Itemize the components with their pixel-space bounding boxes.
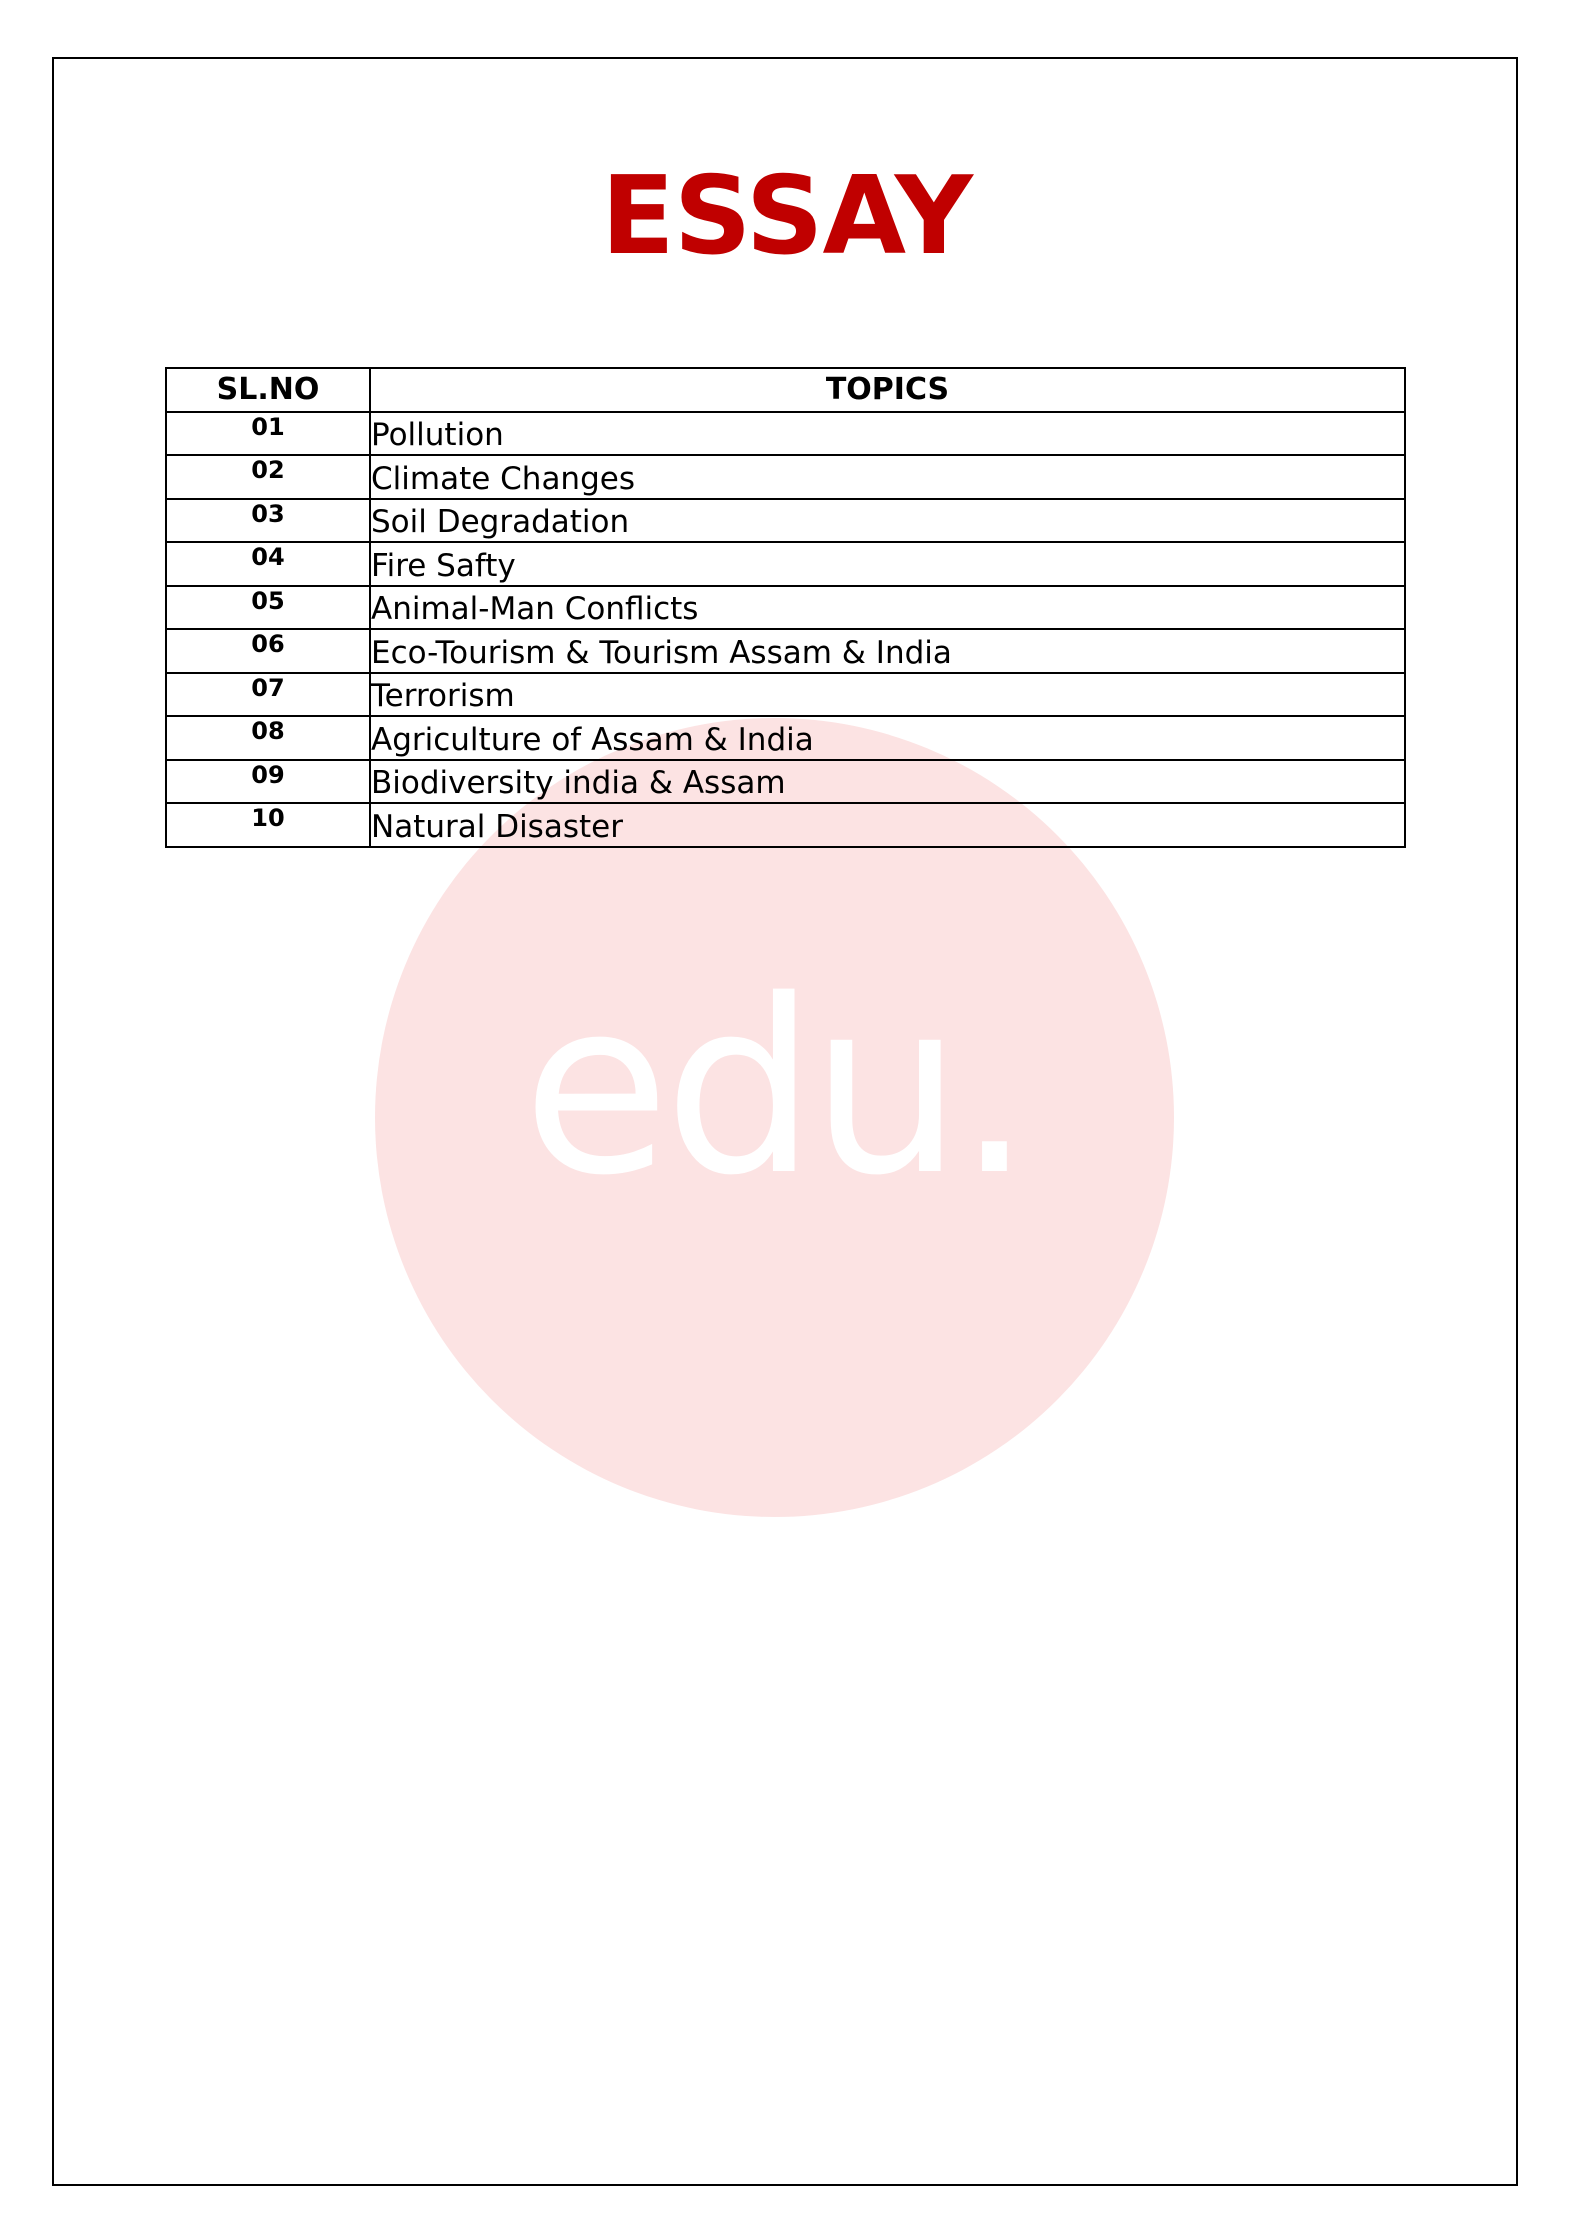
sl-number: 02: [166, 455, 370, 499]
table-row: [166, 586, 1405, 630]
topic-name: Terrorism: [370, 673, 1405, 717]
topics-table: [165, 367, 1406, 848]
header-topics: TOPICS: [370, 368, 1405, 412]
sl-number: 09: [166, 760, 370, 804]
topic-name: Climate Changes: [370, 455, 1405, 499]
sl-number: 01: [166, 412, 370, 456]
topic-name: Fire Safty: [370, 542, 1405, 586]
table-row: [166, 629, 1405, 673]
sl-number: 08: [166, 716, 370, 760]
topic-name: Pollution: [370, 412, 1405, 456]
topic-name: Animal-Man Conflicts: [370, 586, 1405, 630]
sl-number: 10: [166, 803, 370, 847]
table-header-row: [166, 368, 1405, 412]
topic-name: Agriculture of Assam & India: [370, 716, 1405, 760]
header-sl-no: SL.NO: [166, 368, 370, 412]
table-row: [166, 803, 1405, 847]
sl-number: 06: [166, 629, 370, 673]
sl-number: 04: [166, 542, 370, 586]
page-title: ESSAY: [601, 154, 972, 279]
table-row: [166, 760, 1405, 804]
topic-name: Eco-Tourism & Tourism Assam & India: [370, 629, 1405, 673]
table-row: [166, 499, 1405, 543]
topic-name: Natural Disaster: [370, 803, 1405, 847]
table-row: [166, 673, 1405, 717]
sl-number: 07: [166, 673, 370, 717]
table-row: [166, 716, 1405, 760]
watermark-text: edu.: [522, 948, 1027, 1228]
topic-name: Soil Degradation: [370, 499, 1405, 543]
table-row: [166, 542, 1405, 586]
table-row: [166, 412, 1405, 456]
topic-name: Biodiversity india & Assam: [370, 760, 1405, 804]
sl-number: 03: [166, 499, 370, 543]
sl-number: 05: [166, 586, 370, 630]
table-row: [166, 455, 1405, 499]
